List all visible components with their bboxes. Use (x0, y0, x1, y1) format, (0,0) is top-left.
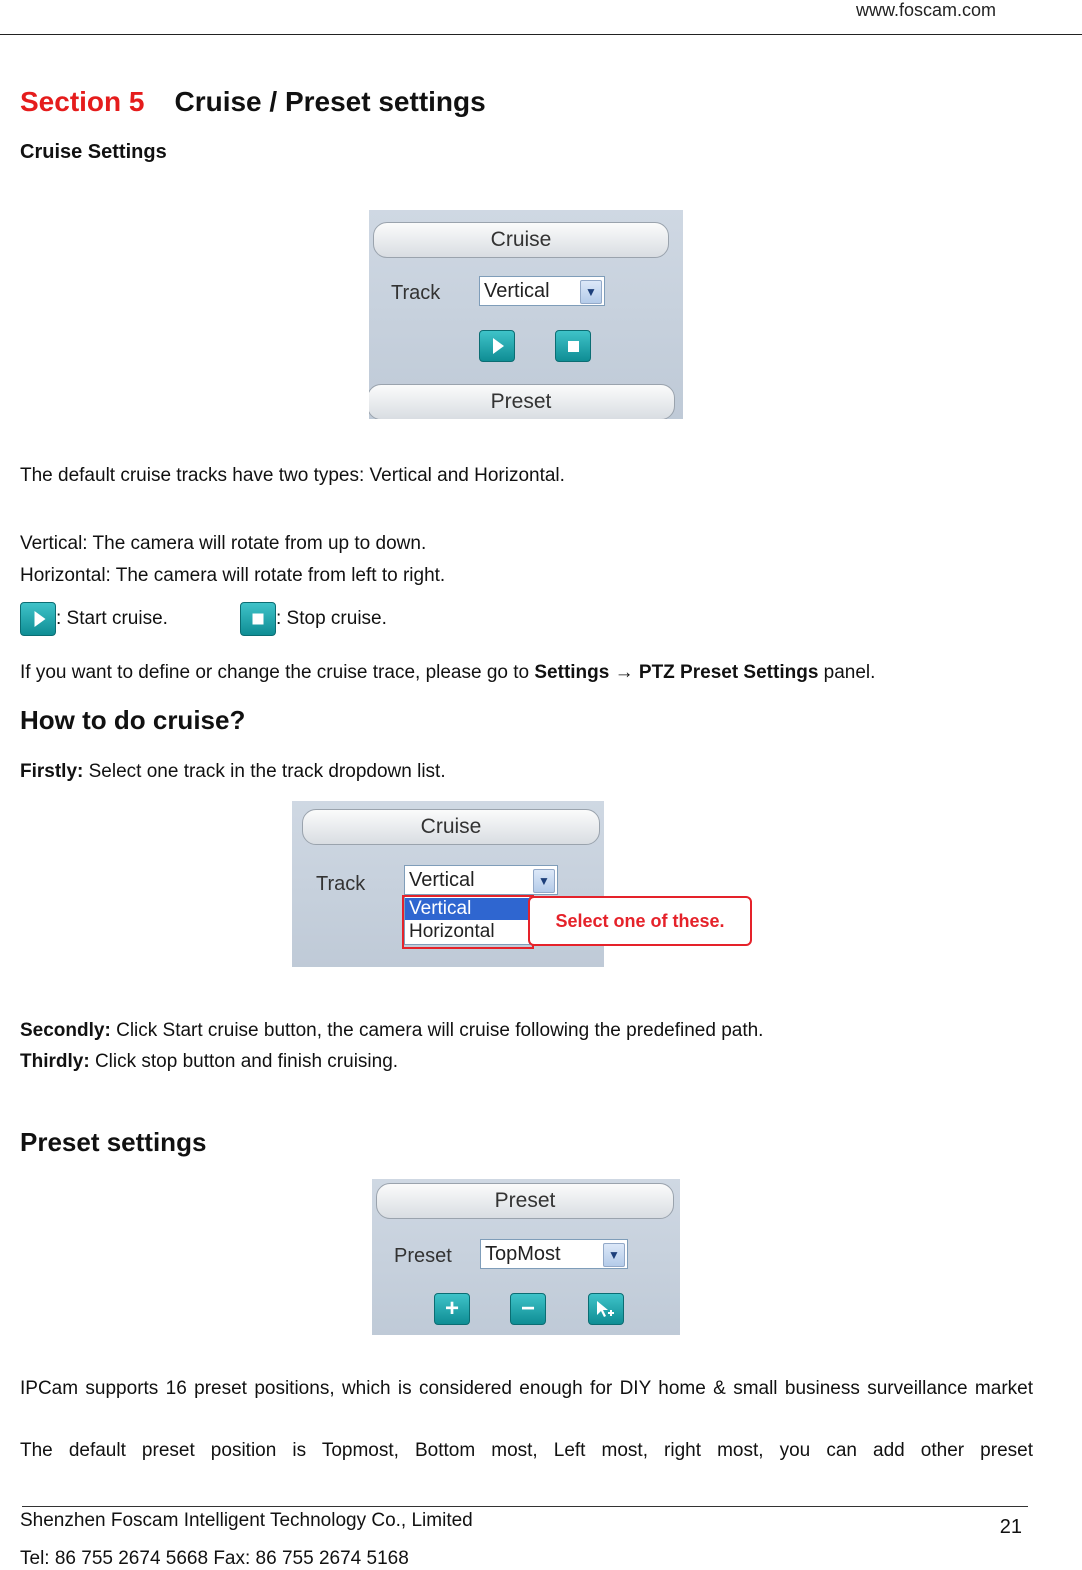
firstly-step (20, 757, 446, 787)
ptz-preset-link: PTZ Preset Settings (638, 662, 819, 683)
start-cruise-legend (20, 602, 168, 636)
cruise-types-text: The default cruise tracks have two types: Vertical and Horizontal. (20, 465, 565, 486)
plus-icon: + (444, 1295, 459, 1322)
how-to-cruise-heading: How to do cruise? (20, 705, 246, 735)
secondly-label: Secondly: (20, 1020, 111, 1041)
secondly-step (20, 1016, 763, 1046)
track-label-2: Track (316, 873, 366, 895)
stop-cruise-icon (240, 602, 276, 636)
preset-panel-screenshot (372, 1179, 680, 1335)
preset-para-1 (20, 1374, 1033, 1404)
preset-para-2: The default preset position is Topmost, Bottom most, Left most, right most, you can add other preset (20, 1440, 1033, 1461)
option-vertical[interactable]: Vertical (405, 898, 529, 920)
play-icon (493, 338, 504, 354)
cruise-button-2[interactable]: Cruise (302, 809, 600, 845)
preset-button[interactable]: Preset (369, 384, 675, 419)
add-preset-button[interactable] (434, 1293, 470, 1325)
track-select-2[interactable] (404, 865, 558, 895)
track-label: Track (391, 282, 441, 304)
track-select-value: Vertical (484, 280, 550, 302)
settings-path-text (20, 658, 875, 688)
firstly-label: Firstly: (20, 761, 84, 782)
stop-cruise-text: : Stop cruise. (276, 608, 387, 630)
secondly-text: Click Start cruise button, the camera will cruise following the predefined path. (110, 1020, 764, 1041)
horizontal-description: Horizontal: The camera will rotate from left to right. (20, 565, 446, 586)
header-url: www.foscam.com (855, 0, 996, 20)
stop-cruise-legend (240, 602, 387, 636)
settings-link: Settings (534, 662, 610, 683)
settings-path-suffix: panel. (818, 662, 876, 683)
header-divider (0, 34, 1082, 35)
option-horizontal[interactable]: Horizontal (409, 921, 495, 942)
start-cruise-icon (20, 602, 56, 636)
track-select[interactable] (479, 276, 605, 306)
footer-divider (22, 1506, 1028, 1507)
track-dropdown-screenshot (292, 795, 762, 967)
firstly-text: Select one track in the track dropdown list. (83, 761, 446, 782)
preset-label: Preset (394, 1245, 452, 1267)
cruise-button[interactable]: Cruise (373, 222, 669, 258)
thirdly-step (20, 1047, 398, 1077)
stop-icon (568, 341, 579, 352)
preset-select[interactable] (480, 1239, 628, 1269)
section-title (20, 86, 486, 118)
footer-company: Shenzhen Foscam Intelligent Technology Co., Limited (20, 1510, 473, 1531)
chevron-down-icon: ▼ (603, 1243, 625, 1267)
cursor-plus-icon (595, 1300, 617, 1318)
preset-para-1-text: IPCam supports 16 preset positions, which is considered enough for DIY home & small business surveillance market (20, 1378, 1033, 1399)
preset-header-button[interactable]: Preset (376, 1183, 674, 1219)
remove-preset-button[interactable] (510, 1293, 546, 1325)
start-cruise-text: : Start cruise. (56, 608, 168, 630)
preset-settings-heading: Preset settings (20, 1127, 207, 1157)
preset-select-value: TopMost (485, 1243, 561, 1265)
chevron-down-icon: ▼ (580, 280, 602, 304)
cruise-panel-screenshot (369, 210, 683, 419)
thirdly-text: Click stop button and finish cruising. (89, 1051, 399, 1072)
chevron-down-icon: ▼ (533, 869, 555, 893)
stop-cruise-button[interactable] (555, 330, 591, 362)
minus-icon: − (520, 1295, 535, 1322)
arrow-right-icon: → (614, 662, 634, 683)
vertical-description: Vertical: The camera will rotate from up to down. (20, 533, 427, 554)
track-select-2-value: Vertical (409, 869, 475, 891)
start-cruise-button[interactable] (479, 330, 515, 362)
cruise-settings-heading: Cruise Settings (20, 141, 167, 163)
goto-preset-button[interactable] (588, 1293, 624, 1325)
options-highlight-box (402, 895, 534, 949)
settings-path-prefix: If you want to define or change the cruise trace, please go to (20, 662, 535, 683)
select-one-callout: Select one of these. (528, 896, 752, 946)
thirdly-label: Thirdly: (20, 1051, 90, 1072)
footer-contact: Tel: 86 755 2674 5668 Fax: 86 755 2674 5168 (20, 1548, 409, 1569)
section-number: Section 5 (20, 86, 145, 117)
page-number: 21 (999, 1516, 1022, 1538)
section-name: Cruise / Preset settings (174, 86, 486, 117)
